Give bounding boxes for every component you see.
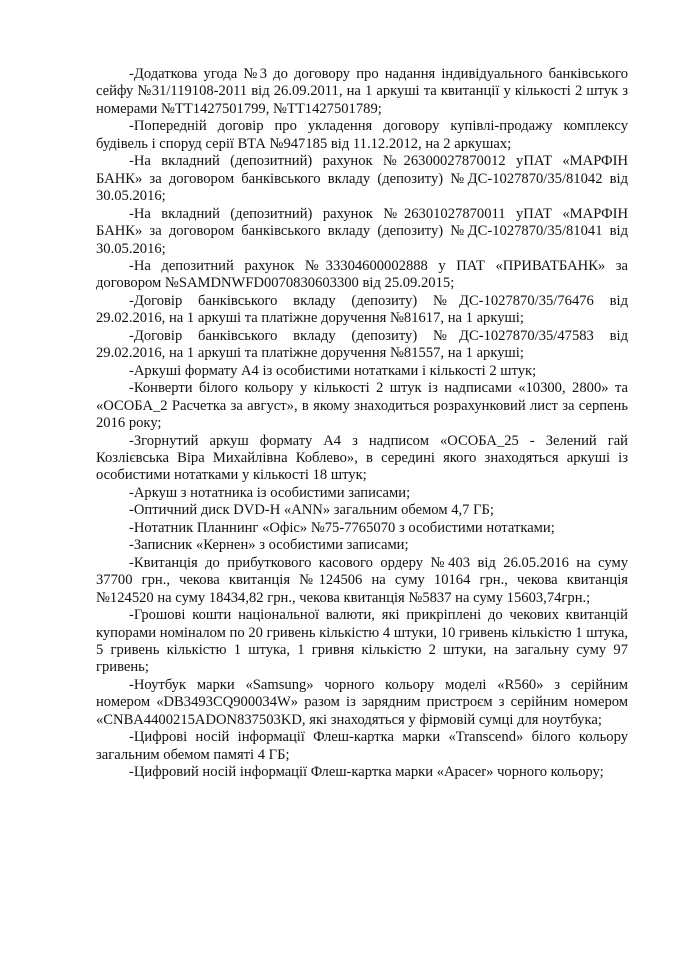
list-item: -Аркуші формату А4 із особистими нотатками і кількості 2 штук; [129, 362, 537, 379]
list-item: -Конверти білого кольору у кількості 2 штук із надписами «10300, 2800» та «ОСОБА_2 Расчетка за август», в якому знаходиться розрахунковий лист за серпень 2016 року; [96, 380, 628, 432]
list-item: -Додаткова угода №3 до договору про надання індивідуального банківського сейфу №31/119108-2011 від 26.09.2011, на 1 аркуші та квитанції у кількості 2 штук з номерами №ТТ1427501799, №ТТ1427501789; [96, 66, 628, 117]
list-item: -Згорнутий аркуш формату А4 з надписом «ОСОБА_25 - Зелений гай Козлієвська Віра Михайлівна Коблево», в середині якого знаходяться аркуші із особистими нотатками у кількості 18 штук; [96, 432, 628, 484]
list-item: -Цифровий носій інформації Флеш-картка марки «Apacer» чорного кольору; [129, 764, 604, 781]
document-body [96, 66, 628, 782]
list-item: -На вкладний (депозитний) рахунок №26301027870011 уПАТ «МАРФІН БАНК» за договором банківського вкладу (депозиту) №ДС-1027870/35/81041 від 30.05.2016; [96, 205, 628, 257]
list-item: -Договір банківського вкладу (депозиту) №ДС-1027870/35/47583 від 29.02.2016, на 1 аркуші та платіжне доручення №81557, на 1 аркуші; [96, 327, 628, 362]
list-item: -Аркуш з нотатника із особистими записами; [129, 484, 411, 501]
list-item: -Грошові кошти національної валюти, які прикріплені до чекових квитанцій купорами номіналом по 20 гривень кількістю 4 штуки, 10 гривень кількістю 1 штука, 5 гривень кількістю 1 штука, 1 гривня кількістю 2 штуки, на загальну суму 97 гривень; [96, 607, 628, 676]
list-item: -Оптичний диск DVD-H «ANN» загальним обемом 4,7 ГБ; [129, 502, 494, 519]
list-item: -Цифрові носій інформації Флеш-картка марки «Transcend» білого кольору загальним обемом памяті 4 ГБ; [96, 729, 628, 763]
list-item: -Записник «Кернен» з особистими записами; [129, 537, 409, 554]
list-item: -Договір банківського вкладу (депозиту) №ДС-1027870/35/76476 від 29.02.2016, на 1 аркуші та платіжне доручення №81617, на 1 аркуші; [96, 292, 628, 327]
list-item: -На вкладний (депозитний) рахунок №26300027870012 уПАТ «МАРФІН БАНК» за договором банківського вкладу (депозиту) №ДС-1027870/35/81042 від 30.05.2016; [96, 153, 628, 205]
list-item: -Ноутбук марки «Samsung» чорного кольору моделі «R560» з серійним номером «DB3493CQ900034W» разом із зарядним пристроєм з серійним номером «CNBA4400215ADON837503KD, які знаходяться у фірмовій сумці для ноутбука; [96, 676, 628, 728]
list-item: -На депозитний рахунок №33304600002888 у ПАТ «ПРИВАТБАНК» за договором №SAMDNWFD0070830603300 від 25.09.2015; [96, 257, 628, 292]
list-item: -Квитанція до прибуткового касового ордеру №403 від 26.05.2016 на суму 37700 грн., чекова квитанція №124506 на суму 10164 грн., чекова квитанція №124520 на суму 18434,82 грн., чекова квитанція №5837 на суму 15603,74грн.; [96, 554, 628, 606]
list-item: -Попередній договір про укладення договору купівлі-продажу комплексу будівель і споруд серії ВТА №947185 від 11.12.2012, на 2 аркушах; [96, 118, 628, 152]
list-item: -Нотатник Планнинг «Офіс» №75-7765070 з особистими нотатками; [129, 519, 555, 536]
